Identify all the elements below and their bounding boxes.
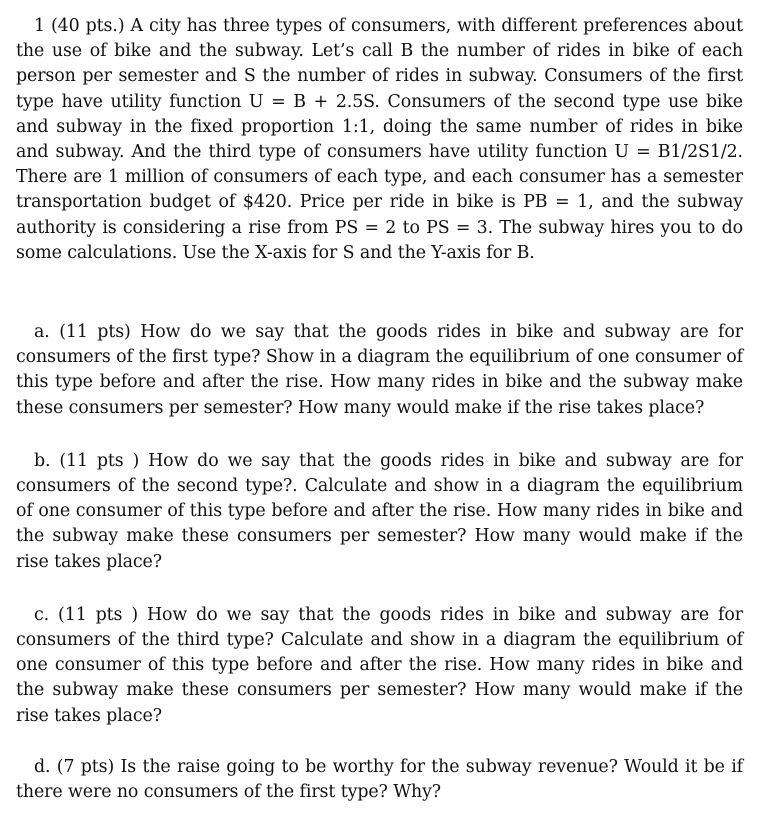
part-text: How do we say that the goods rides in bike and subway are for consumers of the third type? Calculate and show in a diagram the equilibrium of one consumer of this type before and after the rise. How many rides in bike and the subway make these consumers per semester? How many would make if the rise takes place? <box>16 604 743 726</box>
part-points: (11 pts ) <box>59 450 140 471</box>
part-label: b. <box>34 450 51 471</box>
part-text: Is the raise going to be worthy for the subway revenue? Would it be if there were no consumers of the first type? Why? <box>16 756 743 803</box>
document-page <box>16 14 743 805</box>
part-d <box>16 755 743 805</box>
part-points: (7 pts) <box>56 756 115 777</box>
part-a <box>16 320 743 421</box>
part-text: How do we say that the goods rides in bike and subway are for consumers of the second type?. Calculate and show in a diagram the equilibrium of one consumer of this type before and after the rise. How many rides in bike and the subway make these consumers per semester? How many would make if the rise takes place? <box>16 450 743 572</box>
problem-statement <box>16 14 743 290</box>
problem-number: 1 <box>34 16 45 36</box>
part-c <box>16 603 743 729</box>
part-label: d. <box>34 756 51 777</box>
part-b <box>16 449 743 575</box>
problem-points: (40 pts.) <box>51 16 125 36</box>
part-points: (11 pts) <box>59 322 131 342</box>
problem-text: A city has three types of consumers, with different preferences about the use of bike and the subway. Let’s call B the number of rides in bike of each person per semester and S the number of rides in subway. Consumers of the first type have utility function U = B + 2.5S. Consumers of the second type use bike and subway in the fixed proportion 1:1, doing the same number of rides in bike and subway. And the third type of consumers have utility function U = B1/2S1/2. There are 1 million of consumers of each type, and each consumer has a semester transportation budget of $420. Price per ride in bike is PB = 1, and the subway authority is considering a rise from PS = 2 to PS = 3. The subway hires you to do some calculations. Use the X-axis for S and the Y-axis for B. <box>16 16 743 263</box>
part-points: (11 pts ) <box>58 604 139 625</box>
part-label: c. <box>34 604 50 625</box>
part-text: How do we say that the goods rides in bike and subway are for consumers of the first type? Show in a diagram the equilibrium of one consumer of this type before and after the rise. How many rides in bike and the subway make these consumers per semester? How many would make if the rise takes place? <box>16 322 743 418</box>
part-label: a. <box>34 322 50 342</box>
